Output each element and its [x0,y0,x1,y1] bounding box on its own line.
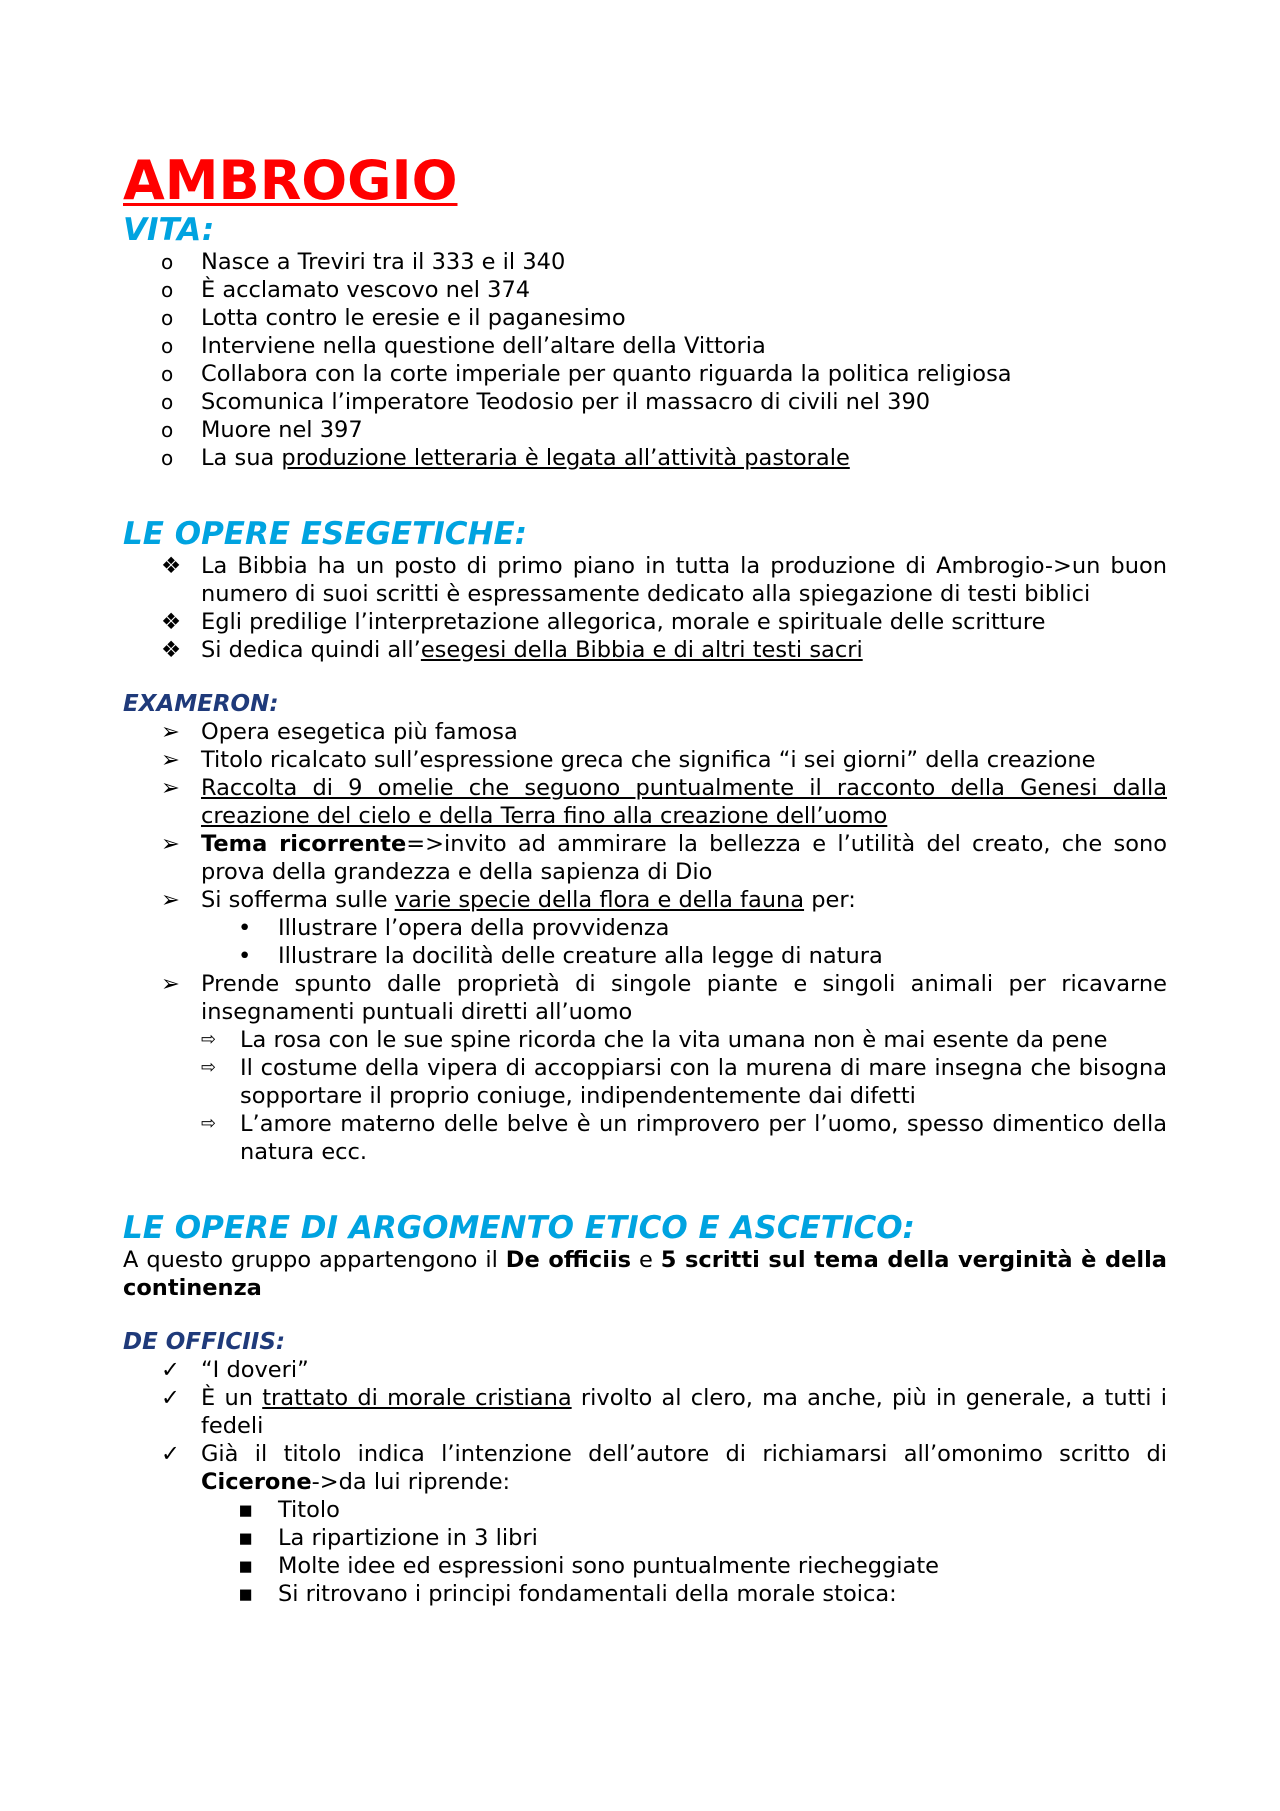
officiis-list [123,1356,1167,1496]
list-item: • Illustrare la docilità delle creature alla legge di natura [238,943,883,969]
officiis-sublist [123,1496,1167,1608]
list-item: ❖ La Bibbia ha un posto di primo piano in tutta la produzione di Ambrogio->un buon numero di suoi scritti è espressamente dedicato alla spiegazione di testi biblici [161,553,1167,607]
list-item: ✓ È un trattato di morale cristiana rivolto al clero, ma anche, più in generale, a tutti i fedeli [161,1385,1167,1439]
list-item: • Illustrare l’opera della provvidenza [238,915,670,941]
square-bullet-icon: ▪ [238,1525,254,1551]
section-heading-exameron: EXAMERON: [123,691,279,717]
circle-bullet-icon: o [161,390,174,414]
section-heading-officiis: DE OFFICIIS: [123,1329,286,1355]
check-bullet-icon: ✓ [161,1441,180,1467]
list-item: o Scomunica l’imperatore Teodosio per il massacro di civili nel 390 [161,389,931,415]
list-item: ▪ Molte idee ed espressioni sono puntualmente riecheggiate [238,1553,939,1579]
list-item: ✓ Già il titolo indica l’intenzione dell’autore di richiamarsi all’omonimo scritto di Cicerone->da lui riprende: [161,1441,1167,1495]
circle-bullet-icon: o [161,278,174,302]
list-item: ▪ Titolo [238,1497,340,1523]
square-bullet-icon: ▪ [238,1553,254,1579]
exameron-sublist-2 [123,1026,1167,1166]
circle-bullet-icon: o [161,334,174,358]
circle-bullet-icon: o [161,446,174,470]
list-item: ✓ “I doveri” [161,1357,309,1383]
arrow-bullet-icon: ⇨ [201,1057,217,1078]
list-item: o Interviene nella questione dell’altare della Vittoria [161,333,766,359]
list-item: o La sua produzione letteraria è legata all’attività pastorale [161,445,850,471]
list-item: o Lotta contro le eresie e il paganesimo [161,305,626,331]
arrow-bullet-icon: ⇨ [201,1113,217,1134]
dot-bullet-icon: • [238,943,252,969]
exameron-list [123,718,1167,914]
list-item: ➢ Si sofferma sulle varie specie della flora e della fauna per: [161,887,856,913]
circle-bullet-icon: o [161,362,174,386]
list-item: ⇨ L’amore materno delle belve è un rimprovero per l’uomo, spesso dimentico della natura ecc. [201,1111,1167,1165]
diamond-bullet-icon: ❖ [161,609,182,635]
arrowhead-bullet-icon: ➢ [161,971,180,997]
list-item: o È acclamato vescovo nel 374 [161,277,531,303]
diamond-bullet-icon: ❖ [161,553,182,579]
list-item: ❖ Si dedica quindi all’esegesi della Bibbia e di altri testi sacri [161,637,863,663]
list-item: ⇨ La rosa con le sue spine ricorda che la vita umana non è mai esente da pene [201,1027,1108,1053]
check-bullet-icon: ✓ [161,1385,180,1411]
list-item: ➢ Titolo ricalcato sull’espressione greca che significa “i sei giorni” della creazione [161,747,1096,773]
list-item: o Collabora con la corte imperiale per quanto riguarda la politica religiosa [161,361,1012,387]
circle-bullet-icon: o [161,306,174,330]
list-item: ➢ Raccolta di 9 omelie che seguono puntualmente il racconto della Genesi dalla creazione del cielo e della Terra fino alla creazione dell’uomo [161,775,1167,829]
etico-intro: A questo gruppo appartengono il De officiis e 5 scritti sul tema della verginità è della continenza [123,1247,1167,1301]
square-bullet-icon: ▪ [238,1497,254,1523]
dot-bullet-icon: • [238,915,252,941]
list-item: ❖ Egli predilige l’interpretazione allegorica, morale e spirituale delle scritture [161,609,1046,635]
list-item: ⇨ Il costume della vipera di accoppiarsi con la murena di mare insegna che bisogna sopportare il proprio coniuge, indipendentemente dai difetti [201,1055,1167,1109]
diamond-bullet-icon: ❖ [161,637,182,663]
document-title: AMBROGIO [123,149,458,212]
section-heading-vita: VITA: [123,212,215,248]
exameron-list-cont [123,970,1167,1026]
circle-bullet-icon: o [161,250,174,274]
arrowhead-bullet-icon: ➢ [161,747,180,773]
document-page [123,150,1167,1608]
arrowhead-bullet-icon: ➢ [161,831,180,857]
list-item: o Nasce a Treviri tra il 333 e il 340 [161,249,566,275]
arrowhead-bullet-icon: ➢ [161,719,180,745]
check-bullet-icon: ✓ [161,1357,180,1383]
circle-bullet-icon: o [161,418,174,442]
arrowhead-bullet-icon: ➢ [161,775,180,801]
vita-list [123,248,1167,472]
exameron-sublist-1 [123,914,1167,970]
section-heading-esegetiche: LE OPERE ESEGETICHE: [123,516,528,552]
arrowhead-bullet-icon: ➢ [161,887,180,913]
list-item: o Muore nel 397 [161,417,363,443]
esegetiche-list [123,552,1167,664]
list-item: ➢ Tema ricorrente=>invito ad ammirare la bellezza e l’utilità del creato, che sono prova della grandezza e della sapienza di Dio [161,831,1168,885]
list-item: ▪ La ripartizione in 3 libri [238,1525,538,1551]
arrow-bullet-icon: ⇨ [201,1029,217,1050]
list-item: ➢ Prende spunto dalle proprietà di singole piante e singoli animali per ricavarne insegnamenti puntuali diretti all’uomo [161,971,1167,1025]
list-item: ▪ Si ritrovano i principi fondamentali della morale stoica: [238,1581,897,1607]
square-bullet-icon: ▪ [238,1581,254,1607]
section-heading-etico: LE OPERE DI ARGOMENTO ETICO E ASCETICO: [123,1210,915,1246]
list-item: ➢ Opera esegetica più famosa [161,719,518,745]
